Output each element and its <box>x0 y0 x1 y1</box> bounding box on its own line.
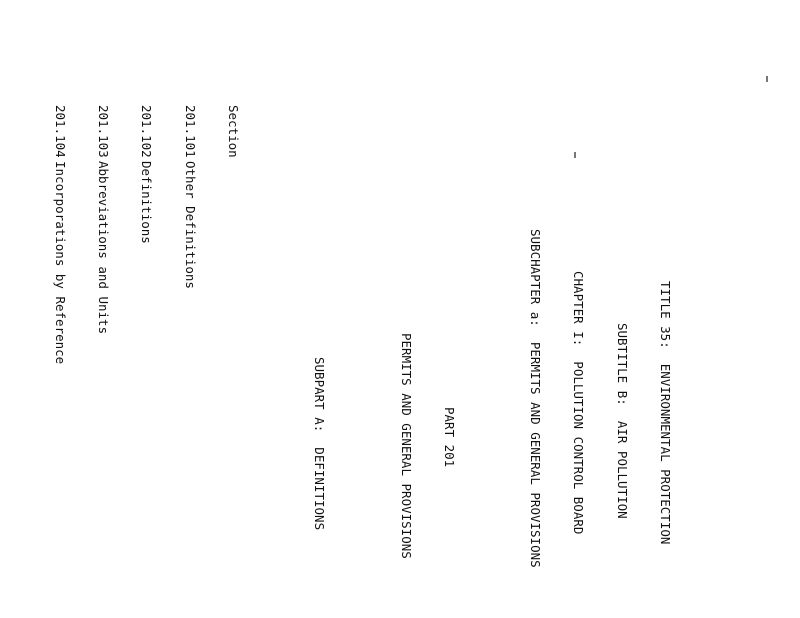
subtitle-line: SUBTITLE B: AIR POLLUTION <box>614 323 630 519</box>
chapter-line: CHAPTER I: POLLUTION CONTROL BOARD <box>571 271 587 535</box>
table-row: 201.104 Incorporations by Reference <box>52 105 68 365</box>
table-row: 201.101 Other Definitions <box>182 105 198 289</box>
part-title: PERMITS AND GENERAL PROVISIONS <box>398 333 414 559</box>
part-number: PART 201 <box>441 407 457 468</box>
scan-speck-top <box>766 76 768 82</box>
subpart-a-section-label: Section <box>225 105 241 158</box>
title-line: TITLE 35: ENVIRONMENTAL PROTECTION <box>657 281 673 545</box>
subchapter-line: SUBCHAPTER a: PERMITS AND GENERAL PROVISIONS <box>528 229 544 568</box>
table-row: 201.102 Definitions <box>139 105 155 244</box>
subpart-a-heading: SUBPART A: DEFINITIONS <box>312 357 328 531</box>
table-row: 201.103 Abbreviations and Units <box>96 105 112 335</box>
rotated-text-block <box>0 105 715 618</box>
